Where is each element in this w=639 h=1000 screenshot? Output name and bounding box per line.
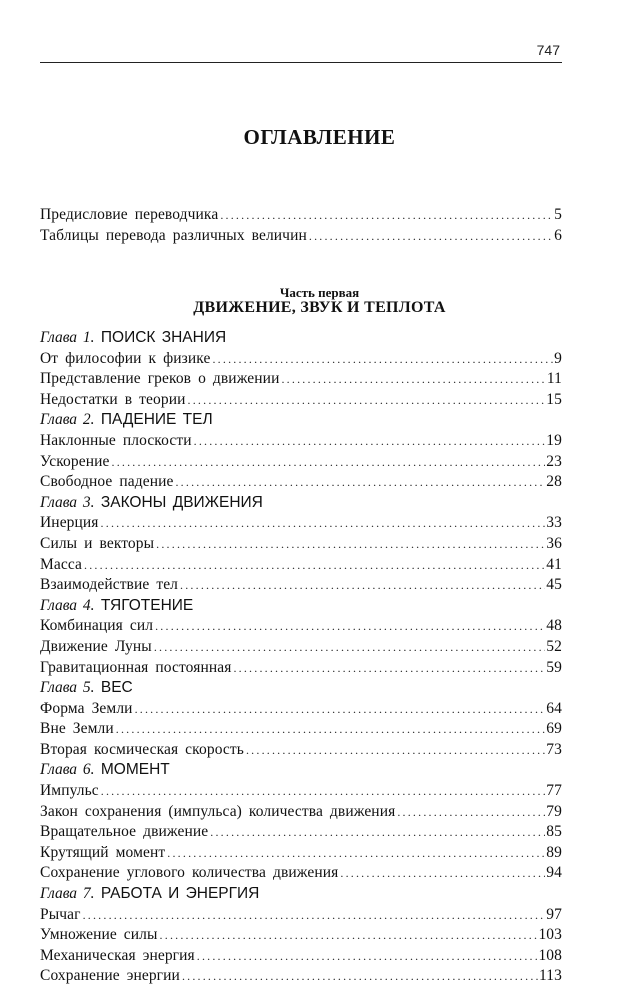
- dot-leader: [116, 719, 546, 740]
- toc-entry-page: 64: [546, 699, 562, 717]
- dot-leader: [156, 534, 545, 555]
- toc-entry-page: 15: [546, 390, 562, 408]
- toc-entry-title: Вторая космическая скорость: [40, 740, 244, 758]
- running-header: [40, 38, 562, 63]
- chapter-title: ВЕС: [100, 679, 133, 697]
- dot-leader: [154, 637, 545, 658]
- toc-entry-title: Сохранение углового количества движения: [40, 864, 339, 882]
- toc-entry-title: Форма Земли: [40, 699, 133, 717]
- toc-entry-page: 79: [546, 802, 562, 820]
- toc-entry-page: 85: [546, 823, 562, 841]
- toc-entry-page: 33: [546, 514, 562, 532]
- toc-entry-page: 89: [546, 843, 562, 861]
- chapter-title: ЗАКОНЫ ДВИЖЕНИЯ: [100, 493, 263, 511]
- dot-leader: [84, 555, 545, 576]
- toc-entry-page: 6: [554, 226, 562, 244]
- toc-entry[interactable]: [40, 390, 562, 411]
- toc-entry-page: 52: [546, 637, 562, 655]
- chapter-number: Глава 2.: [40, 411, 95, 429]
- dot-leader: [182, 966, 538, 987]
- toc-entry-title: Движение Луны: [40, 637, 152, 655]
- toc-entry-page: 97: [546, 905, 562, 923]
- dot-leader: [175, 472, 545, 493]
- part-label: Часть первая: [279, 285, 360, 300]
- chapter-heading[interactable]: [40, 328, 562, 349]
- dot-leader: [167, 843, 545, 864]
- toc-entry-title: Таблицы перевода различных величин: [40, 226, 307, 244]
- chapter-title: ТЯГОТЕНИЕ: [100, 596, 194, 614]
- chapter-title: ПАДЕНИЕ ТЕЛ: [100, 411, 213, 429]
- toc-entry-page: 5: [554, 206, 562, 223]
- toc-entry-title: Гравитационная постоянная: [40, 658, 232, 676]
- dot-leader: [112, 452, 546, 473]
- toc-entry[interactable]: [40, 781, 562, 802]
- toc-entry-page: 77: [546, 782, 562, 800]
- toc-entry-page: 103: [538, 926, 562, 944]
- toc-entry[interactable]: [40, 452, 562, 473]
- toc-entry-title: Сохранение энергии: [40, 967, 180, 985]
- toc-entry-title: Импульс: [40, 782, 99, 800]
- toc-entry[interactable]: [40, 637, 562, 658]
- intro-toc: [40, 205, 562, 246]
- dot-leader: [309, 226, 553, 247]
- page-number: 747: [536, 42, 560, 58]
- toc-entry-page: 73: [546, 740, 562, 758]
- chapter-number: Глава 4.: [40, 596, 95, 614]
- toc-entry-page: 36: [546, 534, 562, 552]
- toc-entry-title: Комбинация сил: [40, 617, 154, 635]
- toc-entry-page: 45: [546, 576, 562, 594]
- toc-entry[interactable]: [40, 843, 562, 864]
- page-title: ОГЛАВЛЕНИЕ: [243, 125, 396, 149]
- dot-leader: [83, 905, 546, 926]
- chapter-heading[interactable]: [40, 493, 562, 514]
- toc-entry[interactable]: [40, 740, 562, 761]
- toc-entry-page: 94: [546, 864, 562, 882]
- toc-entry-page: 41: [546, 555, 562, 573]
- toc-entry-title: Инерция: [40, 514, 99, 532]
- toc-entry[interactable]: [40, 534, 562, 555]
- toc-entry[interactable]: [40, 905, 562, 926]
- toc-entry-page: 28: [546, 473, 562, 491]
- toc-entry-page: 19: [546, 431, 562, 449]
- dot-leader: [210, 822, 545, 843]
- chapter-number: Глава 6.: [40, 761, 95, 779]
- chapter-title: ПОИСК ЗНАНИЯ: [100, 329, 227, 346]
- toc-entry[interactable]: [40, 946, 562, 967]
- toc-entry[interactable]: [40, 863, 562, 884]
- dot-leader: [212, 349, 553, 370]
- part-title: ДВИЖЕНИЕ, ЗВУК И ТЕПЛОТА: [193, 299, 446, 316]
- toc-entry[interactable]: [40, 513, 562, 534]
- dot-leader: [160, 925, 538, 946]
- chapter-title: РАБОТА И ЭНЕРГИЯ: [100, 885, 260, 903]
- toc-entry[interactable]: [40, 349, 562, 370]
- toc-entry[interactable]: [40, 205, 562, 226]
- dot-leader: [180, 575, 545, 596]
- toc-entry[interactable]: [40, 472, 562, 493]
- chapter-number: Глава 7.: [40, 885, 95, 903]
- dot-leader: [188, 390, 546, 411]
- toc-entry-title: Закон сохранения (импульса) количества движения: [40, 802, 396, 820]
- toc-entry-page: 23: [546, 452, 562, 470]
- toc-entry[interactable]: [40, 966, 562, 987]
- dot-leader: [101, 513, 546, 534]
- chapters-toc: [40, 328, 562, 987]
- dot-leader: [340, 863, 545, 884]
- toc-entry[interactable]: [40, 616, 562, 637]
- toc-entry-title: Крутящий момент: [40, 843, 166, 861]
- toc-entry-title: Предисловие переводчика: [40, 206, 219, 223]
- dot-leader: [246, 740, 545, 761]
- toc-entry[interactable]: [40, 802, 562, 823]
- toc-entry-title: Вращательное движение: [40, 823, 209, 841]
- dot-leader: [197, 946, 538, 967]
- toc-entry-title: Недостатки в теории: [40, 390, 186, 408]
- chapter-number: Глава 5.: [40, 679, 95, 697]
- chapter-heading[interactable]: [40, 678, 562, 699]
- dot-leader: [233, 658, 545, 679]
- toc-entry-title: Ускорение: [40, 452, 110, 470]
- toc-entry-page: 59: [546, 658, 562, 676]
- toc-entry[interactable]: [40, 699, 562, 720]
- chapter-heading[interactable]: [40, 596, 562, 617]
- chapter-title: МОМЕНТ: [100, 761, 170, 779]
- toc-entry-title: Наклонные плоскости: [40, 431, 192, 449]
- toc-entry[interactable]: [40, 658, 562, 679]
- toc-entry[interactable]: [40, 925, 562, 946]
- toc-entry[interactable]: [40, 369, 562, 390]
- dot-leader: [135, 699, 546, 720]
- toc-entry-title: Умножение силы: [40, 926, 158, 944]
- toc-entry-title: Взаимодействие тел: [40, 576, 179, 594]
- toc-entry[interactable]: [40, 575, 562, 596]
- dot-leader: [101, 781, 546, 802]
- toc-entry-title: Рычаг: [40, 905, 81, 923]
- toc-entry-title: Механическая энергия: [40, 946, 195, 964]
- toc-entry-title: Масса: [40, 555, 82, 573]
- toc-entry[interactable]: [40, 822, 562, 843]
- chapter-heading[interactable]: [40, 410, 562, 431]
- toc-entry-title: Вне Земли: [40, 720, 114, 738]
- chapter-heading[interactable]: [40, 884, 562, 905]
- toc-entry-page: 9: [554, 349, 562, 367]
- toc-entry-page: 48: [546, 617, 562, 635]
- toc-entry-title: От философии к физике: [40, 349, 211, 367]
- toc-entry-page: 69: [546, 720, 562, 738]
- dot-leader: [281, 369, 545, 390]
- toc-entry-title: Представление греков о движении: [40, 370, 280, 388]
- toc-entry-page: 108: [538, 946, 562, 964]
- dot-leader: [397, 802, 545, 823]
- dot-leader: [155, 616, 545, 637]
- toc-entry[interactable]: [40, 431, 562, 452]
- toc-entry[interactable]: [40, 226, 562, 247]
- toc-entry[interactable]: [40, 719, 562, 740]
- dot-leader: [194, 431, 546, 452]
- dot-leader: [220, 205, 553, 226]
- toc-entry-page: 113: [539, 967, 562, 985]
- chapter-number: Глава 1.: [40, 329, 95, 346]
- toc-entry-title: Силы и векторы: [40, 534, 155, 552]
- toc-entry[interactable]: [40, 555, 562, 576]
- chapter-heading[interactable]: [40, 760, 562, 781]
- toc-entry-page: 11: [546, 370, 562, 388]
- chapter-number: Глава 3.: [40, 493, 95, 511]
- toc-entry-title: Свободное падение: [40, 473, 174, 491]
